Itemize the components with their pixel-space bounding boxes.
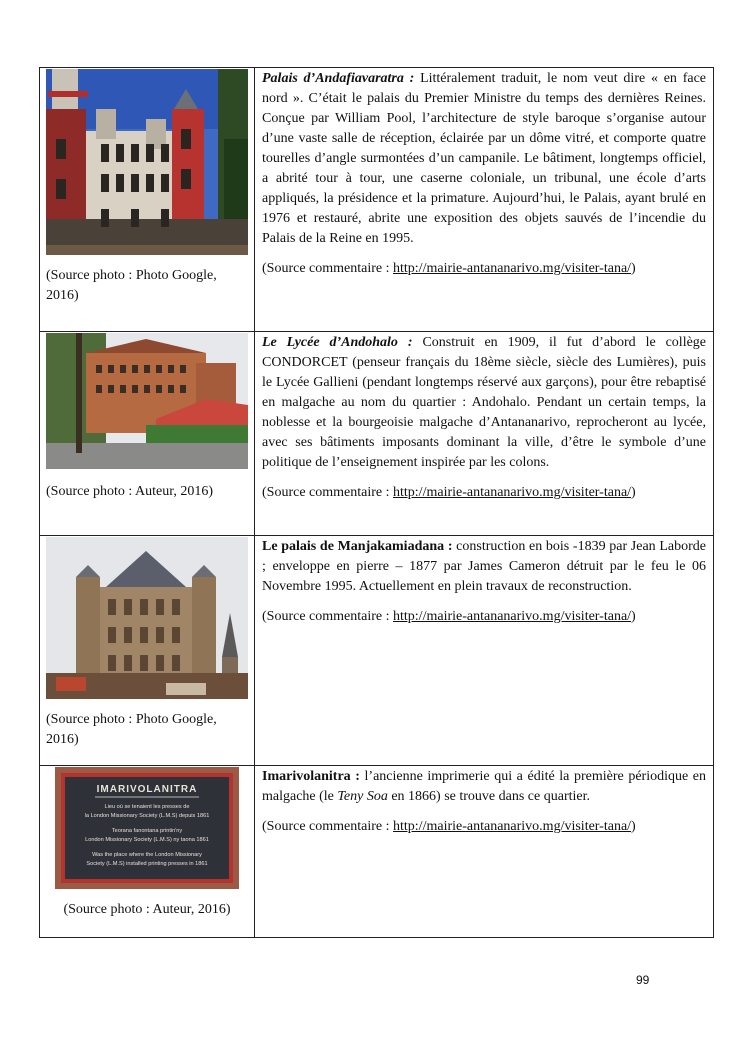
plaque-line: la London Missionary Society (L.M.S) depuis 1861	[84, 813, 210, 819]
photo-caption: (Source photo : Photo Google, 2016)	[46, 712, 217, 747]
plaque-heading: IMARIVOLANITRA	[96, 784, 198, 795]
source-suffix: )	[631, 609, 636, 624]
entry-title: Imarivolanitra :	[262, 769, 360, 784]
text-cell	[255, 536, 714, 766]
text-cell	[255, 766, 714, 938]
entry-title: Le Lycée d’Andohalo :	[262, 335, 413, 350]
photo-caption: (Source photo : Photo Google, 2016)	[46, 268, 217, 303]
source-link[interactable]: http://mairie-antananarivo.mg/visiter-tana/	[393, 485, 632, 500]
source-comment	[262, 259, 706, 279]
plaque-line: Society (L.M.S) installed printing presses in 1861	[86, 861, 208, 867]
entry-description	[262, 767, 706, 807]
page-number: 99	[636, 973, 650, 987]
plaque-line: London Missionary Society (L.M.S) ny taona 1861	[85, 837, 209, 843]
source-suffix: )	[631, 819, 636, 834]
source-prefix: (Source commentaire :	[262, 819, 394, 834]
table-row	[40, 766, 714, 938]
entry-description	[262, 69, 706, 249]
entry-description	[262, 333, 706, 473]
source-suffix: )	[631, 485, 636, 500]
entry-description	[262, 537, 706, 597]
source-prefix: (Source commentaire :	[262, 485, 394, 500]
plaque-line: Lieu où se tenaient les presses de	[104, 804, 190, 810]
entry-text: l’ancienne imprimerie qui a édité la première périodique en malgache (le	[262, 769, 706, 804]
photo-cell	[40, 332, 255, 536]
source-comment	[262, 607, 706, 627]
source-suffix: )	[631, 261, 636, 276]
plaque-line: Was the place where the London Missionary	[92, 852, 202, 858]
photo-imarivolanitra-plaque	[55, 767, 239, 889]
entry-title: Palais d’Andafiavaratra :	[262, 71, 415, 86]
photo-lycee-andohalo	[46, 333, 248, 469]
entry-text-italic: Teny Soa	[337, 789, 388, 804]
table-row	[40, 332, 714, 536]
source-prefix: (Source commentaire :	[262, 261, 394, 276]
table-row	[40, 536, 714, 766]
photo-cell	[40, 766, 255, 938]
table-row	[40, 68, 714, 332]
source-prefix: (Source commentaire :	[262, 609, 394, 624]
photo-cell	[40, 68, 255, 332]
heritage-table	[39, 67, 714, 938]
source-link[interactable]: http://mairie-antananarivo.mg/visiter-tana/	[393, 819, 632, 834]
photo-caption: (Source photo : Auteur, 2016)	[46, 484, 214, 499]
plaque-line: Teorana fanontana printin'ny	[111, 828, 183, 834]
entry-title: Le palais de Manjakamiadana :	[262, 539, 453, 554]
photo-andafiavaratra	[46, 69, 248, 255]
photo-cell	[40, 536, 255, 766]
entry-text: Littéralement traduit, le nom veut dire « en face nord ». C’était le palais du Premier Ministre du temps des dernières Reines. Conçue par William Pool, l’architecture de style baroque s’organise autour d’une vaste salle de réception, éclairée par un dôme vitré, et comporte quatre tourelles d’angle surmontées d’un campanile. Le bâtiment, longtemps officiel, a abrité tour à tour, une caserne coloniale, un tribunal, une école d’arts appliqués, la présidence et la primature. Aujourd’hui, le Palais, ayant brulé en 1976 et restauré, abrite une exposition des objets sauvés de l’incendie du Palais de la Reine en 1995.	[262, 71, 707, 246]
source-comment	[262, 817, 706, 837]
photo-manjakamiadana	[46, 537, 248, 699]
photo-caption: (Source photo : Auteur, 2016)	[63, 902, 231, 917]
text-cell	[255, 68, 714, 332]
entry-text: en 1866) se trouve dans ce quartier.	[391, 789, 590, 804]
source-link[interactable]: http://mairie-antananarivo.mg/visiter-tana/	[393, 261, 632, 276]
text-cell	[255, 332, 714, 536]
source-comment	[262, 483, 706, 503]
entry-text: construction en bois -1839 par Jean Laborde ; enveloppe en pierre – 1877 par James Cameron détruit par le feu le 06 Novembre 1995. Actuellement en plein travaux de reconstruction.	[262, 539, 706, 594]
entry-text: Construit en 1909, il fut d’abord le collège CONDORCET (penseur français du 18ème siècle, siècle des Lumières), puis le Lycée Gallieni (pendant longtemps réservé aux garçons), pour être rebaptisé en malgache au nom du quartier : Andohalo. Pendant un certain temps, la noblesse et la bourgeoisie malgache d’Antananarivo, reprocheront au lycée, avec ses bâtiments imposants dominant la ville, d’être le symbole d’une politique de l’enseignement inspirée par les colons.	[262, 335, 707, 470]
source-link[interactable]: http://mairie-antananarivo.mg/visiter-tana/	[393, 609, 632, 624]
